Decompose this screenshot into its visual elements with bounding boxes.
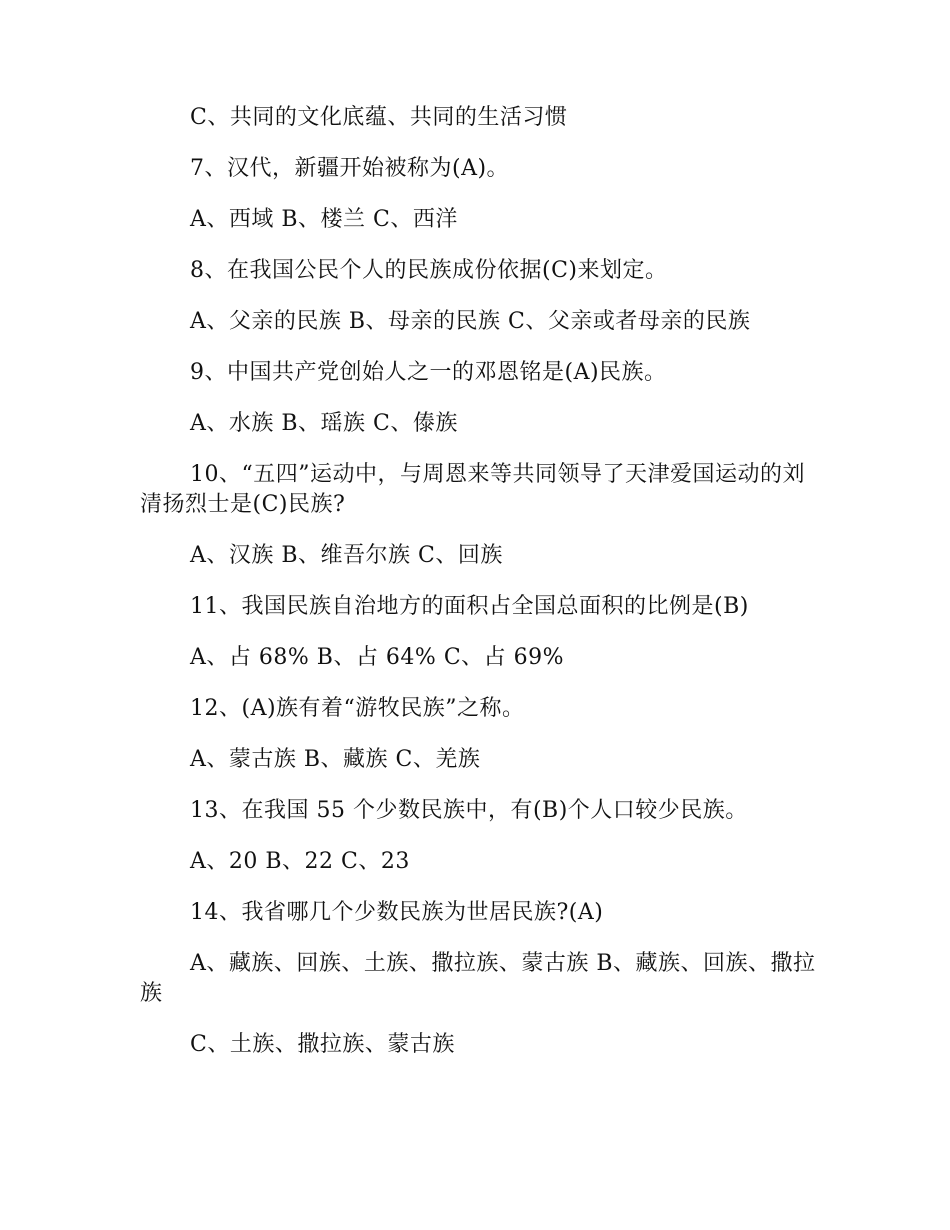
question-14: 14、我省哪几个少数民族为世居民族?(A) — [190, 900, 604, 925]
question-12: 12、(A)族有着“游牧民族”之称。 — [190, 696, 525, 721]
question-9: 9、中国共产党创始人之一的邓恩铭是(A)民族。 — [190, 360, 667, 385]
options-13: A、20 B、22 C、23 — [190, 849, 410, 874]
options-12: A、蒙古族 B、藏族 C、羌族 — [190, 747, 481, 772]
options-8: A、父亲的民族 B、母亲的民族 C、父亲或者母亲的民族 — [190, 309, 751, 334]
options-9: A、水族 B、瑶族 C、傣族 — [190, 411, 458, 436]
question-7: 7、汉代，新疆开始被称为(A)。 — [190, 156, 510, 181]
options-7: A、西域 B、楼兰 C、西洋 — [190, 207, 458, 232]
option-line: C、共同的文化底蕴、共同的生活习惯 — [190, 105, 568, 130]
document-body — [140, 103, 820, 1060]
question-11: 11、我国民族自治地方的面积占全国总面积的比例是(B) — [190, 594, 749, 619]
question-8: 8、在我国公民个人的民族成份依据(C)来划定。 — [190, 258, 668, 283]
options-10: A、汉族 B、维吾尔族 C、回族 — [190, 543, 503, 568]
options-11: A、占 68% B、占 64% C、占 69% — [190, 645, 565, 670]
options-14-c: C、土族、撒拉族、蒙古族 — [190, 1032, 455, 1057]
question-13: 13、在我国 55 个少数民族中，有(B)个人口较少民族。 — [190, 798, 748, 823]
options-14-a-b: A、藏族、回族、土族、撒拉族、蒙古族 B、藏族、回族、撒拉族 — [140, 951, 816, 1006]
question-10: 10、“五四”运动中，与周恩来等共同领导了天津爱国运动的刘清扬烈士是(C)民族? — [140, 462, 805, 517]
